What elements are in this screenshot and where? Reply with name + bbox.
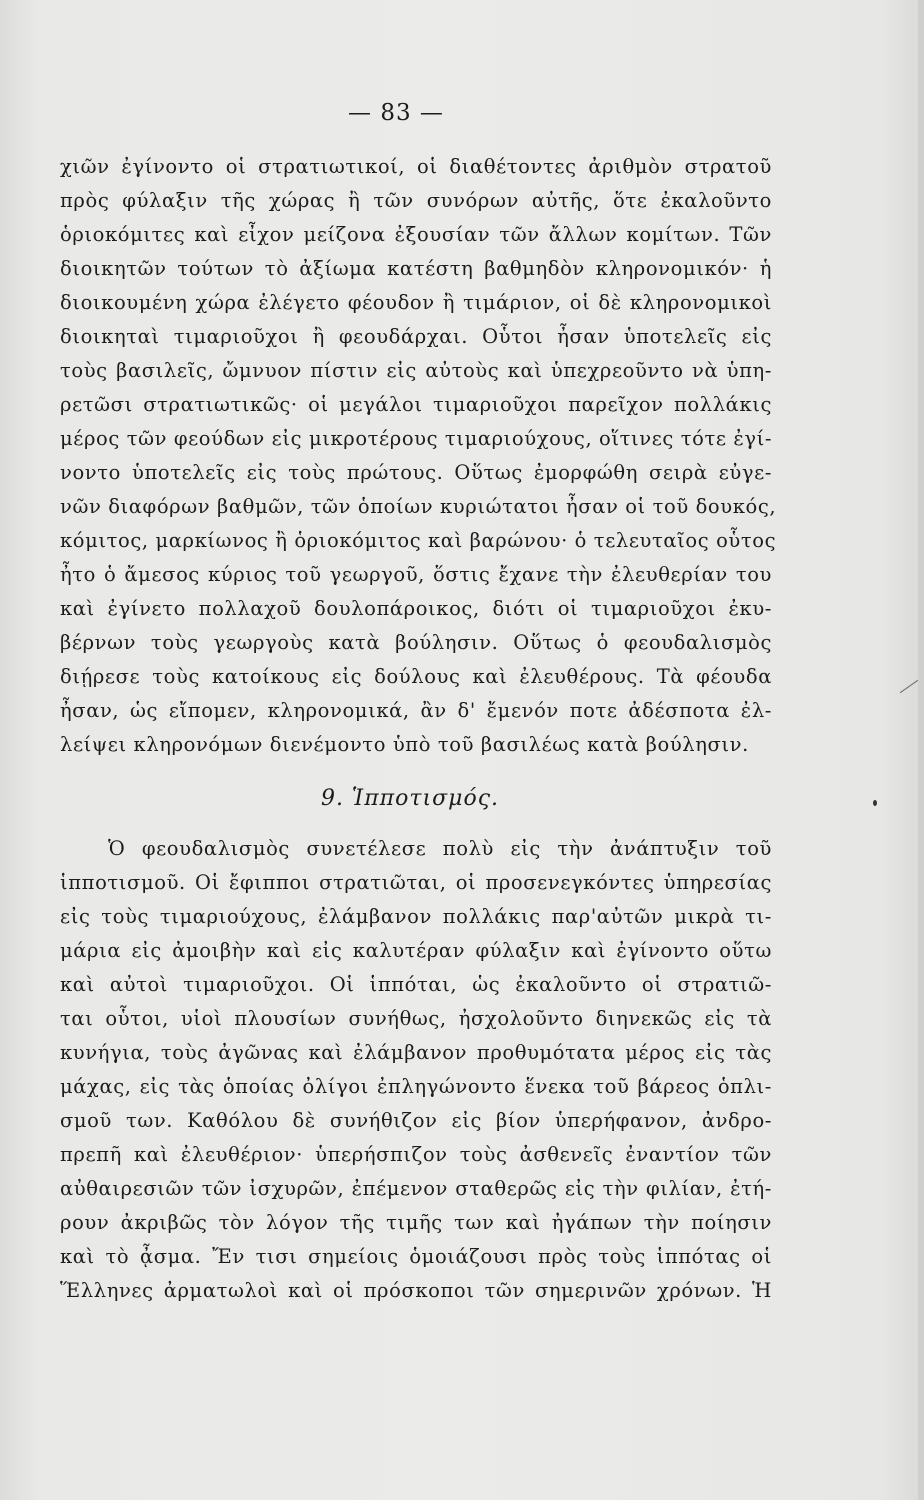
paragraph-chivalry (60, 832, 772, 1308)
text-line: Ὁ φεουδαλισμὸς συνετέλεσε πολὺ εἰς τὴν ἀνάπτυξιν τοῦ (108, 837, 772, 860)
margin-ink-dot (873, 800, 877, 806)
text-line: νῶν διαφόρων βαθμῶν, τῶν ὁποίων κυριώτατοι ἦσαν οἱ τοῦ δουκός, (60, 495, 777, 518)
text-line: σμοῦ των. Καθόλου δὲ συνήθιζον εἰς βίον ὑπερήφανον, ἀνδρο- (60, 1109, 772, 1132)
text-line: διῄρεσε τοὺς κατοίκους εἰς δούλους καὶ ἐλευθέρους. Τὰ φέουδα (60, 665, 772, 688)
text-line: διοικηταὶ τιμαριοῦχοι ἢ φεουδάρχαι. Οὗτοι ἦσαν ὑποτελεῖς εἰς (60, 325, 772, 348)
text-line: κόμιτος, μαρκίωνος ἢ ὁριοκόμιτος καὶ βαρώνου· ὁ τελευταῖος οὗτος (60, 529, 777, 552)
text-line: μάχας, εἰς τὰς ὁποίας ὀλίγοι ἐπληγώνοντο ἕνεκα τοῦ βάρεος ὁπλι- (60, 1075, 772, 1098)
text-line: τοὺς βασιλεῖς, ὤμνυον πίστιν εἰς αὐτοὺς καὶ ὑπεχρεοῦντο νὰ ὑπη- (60, 359, 772, 382)
page-number: — 83 — (348, 100, 444, 126)
text-line: καὶ αὐτοὶ τιμαριοῦχοι. Οἱ ἱππόται, ὡς ἐκαλοῦντο οἱ στρατιῶ- (60, 973, 772, 996)
text-line: πρὸς φύλαξιν τῆς χώρας ἢ τῶν συνόρων αὐτῆς, ὅτε ἐκαλοῦντο (60, 189, 772, 212)
text-line: νοντο ὑποτελεῖς εἰς τοὺς πρώτους. Οὕτως ἐμορφώθη σειρὰ εὐγε- (60, 461, 772, 484)
text-line: καὶ ἐγίνετο πολλαχοῦ δουλοπάροικος, διότι οἱ τιμαριοῦχοι ἐκυ- (60, 597, 772, 620)
page-edge-shadow (918, 0, 924, 1500)
text-line: πρεπῆ καὶ ἐλευθέριον· ὑπερήσπιζον τοὺς ἀσθενεῖς ἐναντίον τῶν (60, 1143, 772, 1166)
text-line: εἰς τοὺς τιμαριούχους, ἐλάμβανον πολλάκις παρ'αὐτῶν μικρὰ τι- (60, 905, 772, 928)
text-line: Ἕλληνες ἀρματωλοὶ καὶ οἱ πρόσκοποι τῶν σημερινῶν χρόνων. Ἡ (60, 1279, 772, 1302)
text-line: διοικουμένη χώρα ἐλέγετο φέουδον ἢ τιμάριον, οἱ δὲ κληρονομικοὶ (60, 291, 772, 314)
text-line: χιῶν ἐγίνοντο οἱ στρατιωτικοί, οἱ διαθέτοντες ἀριθμὸν στρατοῦ (60, 155, 772, 178)
paragraph-feudalism (60, 150, 777, 762)
text-line: κυνήγια, τοὺς ἀγῶνας καὶ ἐλάμβανον προθυμότατα μέρος εἰς τὰς (60, 1041, 772, 1064)
section-heading: 9. Ἱπποτισμός. (320, 786, 500, 811)
text-line: καὶ τὸ ᾆσμα. Ἔν τισι σημείοις ὁμοιάζουσι πρὸς τοὺς ἱππότας οἱ (60, 1245, 772, 1268)
text-line: ἦτο ὁ ἄμεσος κύριος τοῦ γεωργοῦ, ὅστις ἔχανε τὴν ἐλευθερίαν του (60, 563, 772, 586)
text-line: βέρνων τοὺς γεωργοὺς κατὰ βούλησιν. Οὕτως ὁ φεουδαλισμὸς (60, 631, 772, 654)
margin-pencil-mark (900, 680, 919, 693)
text-line: αὐθαιρεσιῶν τῶν ἰσχυρῶν, ἐπέμενον σταθερῶς εἰς τὴν φιλίαν, ἐτή- (60, 1177, 772, 1200)
text-line: ται οὗτοι, υἱοὶ πλουσίων συνήθως, ἠσχολοῦντο διηνεκῶς εἰς τὰ (60, 1007, 772, 1030)
text-line: ρουν ἀκριβῶς τὸν λόγον τῆς τιμῆς των καὶ ἠγάπων τὴν ποίησιν (60, 1211, 772, 1234)
text-line: ἦσαν, ὡς εἴπομεν, κληρονομικά, ἂν δ' ἔμενόν ποτε ἀδέσποτα ἐλ- (60, 699, 772, 722)
text-line: ὁριοκόμιτες καὶ εἶχον μείζονα ἐξουσίαν τῶν ἄλλων κομίτων. Τῶν (60, 223, 772, 246)
text-line: λείψει κληρονόμων διενέμοντο ὑπὸ τοῦ βασιλέως κατὰ βούλησιν. (60, 733, 749, 756)
text-line: ρετῶσι στρατιωτικῶς· οἱ μεγάλοι τιμαριοῦχοι παρεῖχον πολλάκις (60, 393, 772, 416)
text-line: διοικητῶν τούτων τὸ ἀξίωμα κατέστη βαθμηδὸν κληρονομικόν· ἡ (60, 257, 772, 280)
text-line: μέρος τῶν φεούδων εἰς μικροτέρους τιμαριούχους, οἵτινες τότε ἐγί- (60, 427, 773, 450)
text-line: μάρια εἰς ἀμοιβὴν καὶ εἰς καλυτέραν φύλαξιν καὶ ἐγίνοντο οὕτω (60, 939, 772, 962)
text-line: ἱπποτισμοῦ. Οἱ ἔφιπποι στρατιῶται, οἱ προσενεγκόντες ὑπηρεσίας (60, 871, 772, 894)
